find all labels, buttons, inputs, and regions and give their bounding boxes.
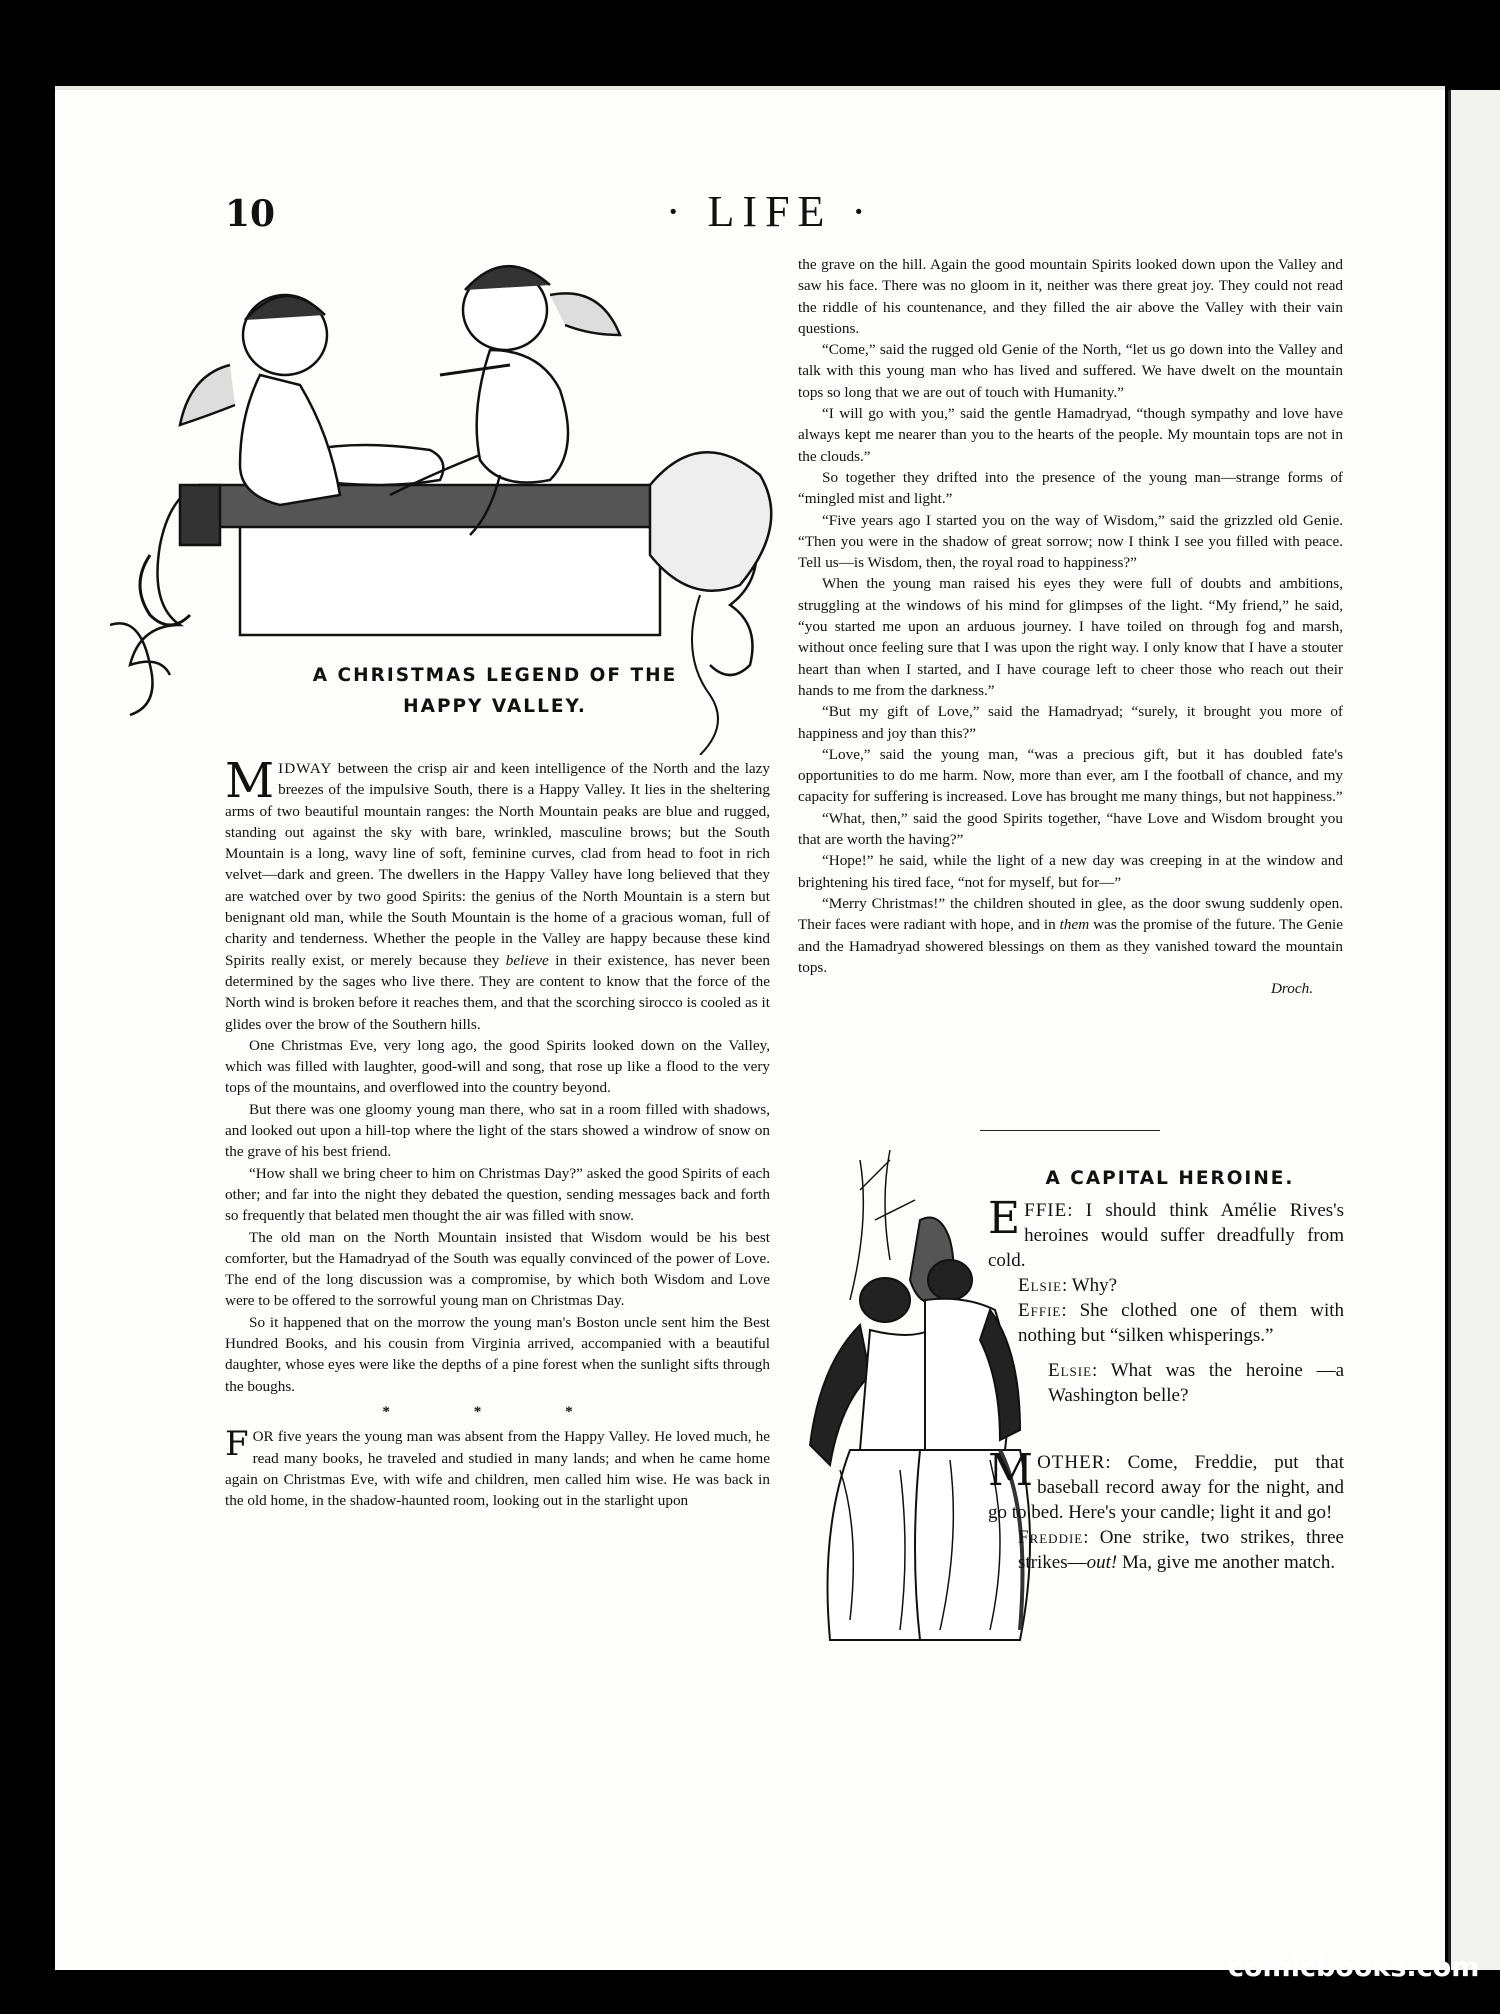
- author-signature: Droch.: [1270, 980, 1313, 998]
- paragraph-text: in their existence, has never been determined by the sages who live there. They are content to know that the force of the North wind is broken before it reaches them, and that the scorching sirocco is cooled as it glides over the brow of the Southern hills.: [225, 951, 770, 1033]
- dialogue-text: Ma, give me another match.: [1121, 1552, 1336, 1573]
- paragraph: “What, then,” said the good Spirits together, “have Love and Wisdom brought you that are worth the having?”: [798, 809, 1343, 849]
- paragraph: “I will go with you,” said the gentle Hamadryad, “though sympathy and love have always kept me nearer than you to the hearts of the people. My mountain tops are not in the clouds.”: [798, 405, 1343, 465]
- paragraph-text: OR five years the young man was absent from the Happy Valley. He loved much, he read many books, he traveled and studied in many lands; and when he came home again on Christmas Eve, with wife and children, men called him wise. He was back in the old home, in the shadow-haunted room, looking out in the starlight upon: [225, 1428, 770, 1510]
- paragraph: So together they drifted into the presence of the young man—strange forms of “mingled mist and light.”: [798, 468, 1343, 508]
- paragraph: “Love,” said the young man, “was a precious gift, but it has doubled fate's opportunities to do me harm. Now, more than ever, am I the football of chance, and my capacity for suffering is increased. Love has brought me many things, but not happiness.”: [798, 745, 1343, 806]
- section-break: * * *: [382, 1402, 613, 1420]
- speaker-name: FFIE: [1024, 1200, 1068, 1221]
- heroine-dialogue: [988, 1193, 1344, 1575]
- speaker-name: Freddie: [1018, 1527, 1084, 1548]
- dialogue-text: : I should think Amélie Rives's heroines would suffer dreadfully from cold.: [988, 1200, 1344, 1271]
- paragraph-text: “Merry Christmas!” the children shouted in glee, as the door swung suddenly open. Their faces were radiant with hope, and in: [798, 894, 1343, 934]
- paragraph: But there was one gloomy young man there, who sat in a room filled with shadows, and looked out upon a hill-top where the light of the stars showed a windrow of snow on the grave of his best friend.: [225, 1100, 770, 1161]
- dialogue-line: [988, 1358, 1344, 1408]
- emphasis: believe: [505, 951, 549, 969]
- legend-title-line-2: HAPPY VALLEY.: [403, 696, 587, 717]
- drop-cap: F: [225, 1424, 249, 1465]
- dialogue-text: : She clothed one of them with nothing but “silken whisperings.”: [1018, 1300, 1344, 1346]
- speaker-name: Elsie: [1018, 1275, 1063, 1296]
- paragraph: “How shall we bring cheer to him on Christmas Day?” asked the good Spirits of each other; and far into the night they debated the question, sending messages back and forth so frequently that belated men thought the air was filled with snow.: [225, 1164, 770, 1225]
- right-column: [798, 254, 1343, 999]
- paragraph: “But my gift of Love,” said the Hamadryad; “surely, it brought you more of happiness and joy than this?”: [798, 703, 1343, 742]
- dialogue-text: : One strike, two strikes, three strikes—: [1018, 1527, 1344, 1573]
- masthead: · LIFE ·: [665, 187, 875, 236]
- dialogue-text: : What was the heroine —a Washington belle?: [1048, 1360, 1344, 1406]
- lead-word: IDWAY: [278, 760, 333, 777]
- dialogue-line: [988, 1445, 1344, 1525]
- emphasis: them: [1059, 916, 1090, 934]
- paragraph: “Come,” said the rugged old Genie of the North, “let us go down into the Valley and talk with this young man who has lived and suffered. We have dwelt on the mountain tops so long that we are out of touch with Humanity.”: [798, 341, 1343, 401]
- paragraph: So it happened that on the morrow the young man's Boston uncle sent him the Best Hundred Books, and his cousin from Virginia arrived, accompanied with a beautiful daughter, whose eyes were like the depths of a pine forest when the sunlight sifts through the boughs.: [225, 1313, 770, 1395]
- dialogue-text: : Come, Freddie, put that baseball record away for the night, and go to bed. Here's your candle; light it and go!: [988, 1452, 1344, 1523]
- drop-cap: M: [988, 1445, 1034, 1496]
- legend-title: [260, 660, 730, 722]
- drop-cap: E: [988, 1193, 1021, 1244]
- dialogue-text: : Why?: [1062, 1275, 1118, 1296]
- paragraph-text: between the crisp air and keen intelligence of the North and the lazy breezes of the impulsive South, there is a Happy Valley. It lies in the sheltering arms of two beautiful mountain ranges: the North Mountain peaks are blue and rugged, standing out against the sky with bare, wrinkled, masculine brows; but the South Mountain is a long, wavy line of soft, feminine curves, clad from head to foot in rich velvet—dark and green. The dwellers in the Happy Valley have long believed that they are watched over by two good Spirits: the genius of the North Mountain is a stern but benignant old man, while the South Mountain is the home of a gracious woman, full of charity and tenderness. Whether the people in the Valley are happy because these kind Spirits really exist, or merely because they: [225, 760, 770, 969]
- page-number: 10: [225, 193, 276, 235]
- paragraph: The old man on the North Mountain insisted that Wisdom would be his best comforter, but the Hamadryad of the South was equally convinced of the power of Love. The end of the long discussion was a compromise, by which both Wisdom and Love were to be offered to the sorrowful young man on Christmas Day.: [225, 1228, 770, 1310]
- paragraph: [225, 1426, 770, 1511]
- section-rule: [980, 1130, 1160, 1131]
- dialogue-line: [988, 1298, 1344, 1348]
- drop-cap: M: [225, 753, 275, 809]
- paragraph: [798, 893, 1343, 978]
- speaker-name: OTHER: [1037, 1452, 1106, 1473]
- paragraph: When the young man raised his eyes they were full of doubts and ambitions, struggling at the windows of his mind for glimpses of the light. “My friend,” he said, “you started me upon an arduous journey. I have toiled on through fog and marsh, without once feeling sure that I was upon the right way. I only know that I have a stouter heart than when I started, and I have courage left to cheer those who reach out their hands to me from the darkness.”: [798, 575, 1343, 699]
- paragraph: “Five years ago I started you on the way of Wisdom,” said the grizzled old Genie. “Then you were in the shadow of great sorrow; now I think I see you filled with peace. Tell us—is Wisdom, then, the royal road to happiness?”: [798, 511, 1343, 572]
- dialogue-line: [988, 1525, 1344, 1575]
- adjacent-page-edge: [1448, 90, 1500, 1970]
- speaker-name: Effie: [1018, 1300, 1062, 1321]
- speaker-name: Elsie: [1048, 1360, 1093, 1381]
- paragraph: [225, 753, 770, 1035]
- left-column: [225, 753, 770, 1511]
- site-watermark: comicbooks.com: [1228, 1952, 1480, 1983]
- paragraph: the grave on the hill. Again the good mountain Spirits looked down upon the Valley and saw his face. There was no gloom in it, neither was there great joy. They could not read the riddle of his countenance, and they filled the air above the Valley with their vain questions.: [798, 256, 1343, 337]
- paragraph: “Hope!” he said, while the light of a new day was creeping in at the window and brightening his tired face, “not for myself, but for—”: [798, 852, 1343, 891]
- dialogue-line: [988, 1193, 1344, 1273]
- dialogue-line: [988, 1273, 1344, 1298]
- heroine-title: A CAPITAL HEROINE.: [1045, 1168, 1295, 1189]
- paragraph: One Christmas Eve, very long ago, the good Spirits looked down on the Valley, which was filled with laughter, good-will and song, that rose up like a flood to the very tops of the mountains, and overflowed into the country beyond.: [225, 1036, 770, 1097]
- legend-title-line-1: A CHRISTMAS LEGEND OF THE: [312, 665, 678, 686]
- emphasis: out!: [1086, 1552, 1118, 1573]
- paragraph-text: was the promise of the future. The Genie and the Hamadryad showered blessings on them as they vanished toward the mountain tops.: [798, 916, 1343, 976]
